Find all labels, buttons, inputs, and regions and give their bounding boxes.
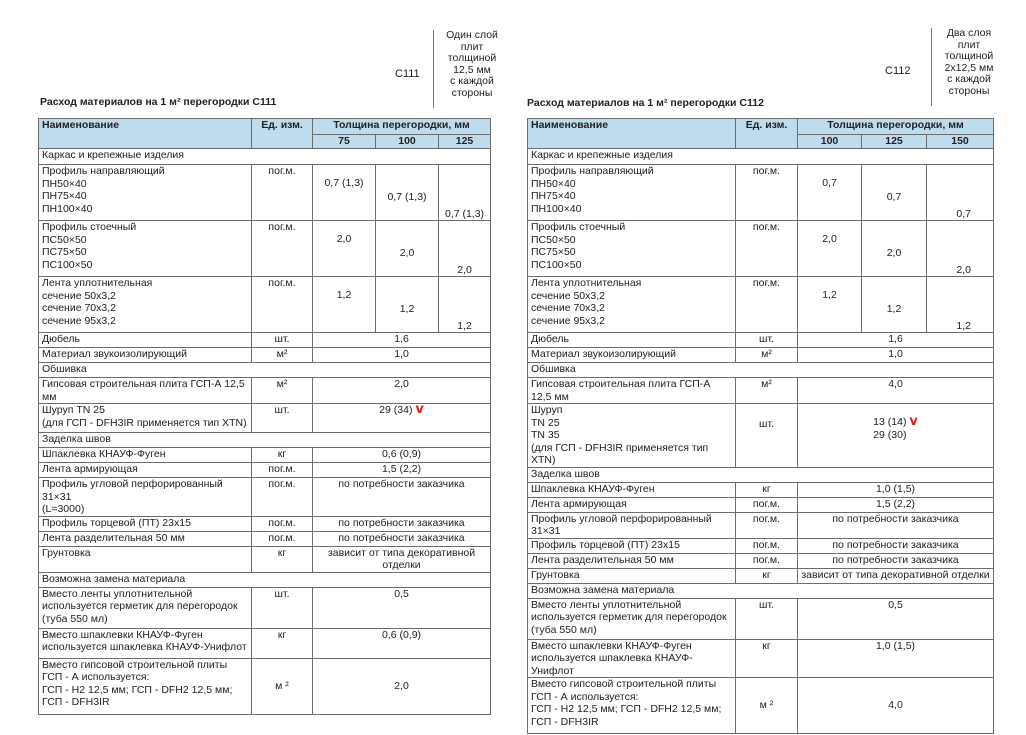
row-value: 2,0 [798, 221, 862, 277]
row-name: Лента уплотнительная сечение 50х3,2 сечение 70х3,2 сечение 95х3,2 [528, 277, 736, 333]
row-value: 4,0 [798, 678, 994, 734]
row-value: по потребности заказчика [798, 512, 994, 538]
row-value: 0,7 (1,3) [439, 165, 491, 221]
row-name: Материал звукоизолирующий [528, 348, 736, 363]
row-unit: кг [252, 546, 313, 572]
row-unit: пог.м. [736, 553, 798, 568]
row-value: 1,2 [376, 277, 439, 333]
row-value: 2,0 [927, 221, 994, 277]
row-unit: пог.м. [736, 165, 798, 221]
thickness-100: 100 [798, 135, 862, 149]
row-value: 0,7 (1,3) [376, 165, 439, 221]
row-value: 0,7 (1,3) [313, 165, 376, 221]
section-substitution: Возможна замена материала [528, 583, 994, 598]
col-unit-header: Ед. изм. [736, 119, 798, 149]
row-value: зависит от типа декоративной отделки [313, 546, 491, 572]
thickness-125: 125 [439, 135, 491, 149]
col-name-header: Наименование [528, 119, 736, 149]
row-value: 1,0 (1,5) [798, 639, 994, 678]
row-unit: пог.м. [252, 221, 313, 277]
table-title: Расход материалов на 1 м² перегородки С111 [40, 96, 277, 108]
row-unit: м² [736, 348, 798, 363]
row-unit: кг [736, 482, 798, 497]
col-thickness-header: Толщина перегородки, мм [798, 119, 994, 135]
row-value: 0,7 [927, 165, 994, 221]
row-unit: пог.м. [252, 516, 313, 531]
row-value: 1,2 [862, 277, 927, 333]
row-value: 2,0 [313, 378, 491, 404]
row-unit: м² [736, 378, 798, 404]
row-name: Профиль угловой перфорированный 31×31 (L=3000) [39, 478, 252, 517]
row-name: Профиль направляющий ПН50×40 ПН75×40 ПН100×40 [528, 165, 736, 221]
row-value: 1,2 [439, 277, 491, 333]
partition-code: С112 [885, 65, 911, 77]
row-unit: м ² [252, 658, 313, 714]
row-name: Грунтовка [39, 546, 252, 572]
section-frame: Каркас и крепежные изделия [39, 149, 491, 165]
row-unit: пог.м. [736, 277, 798, 333]
section-joints: Заделка швов [39, 433, 491, 448]
table-title: Расход материалов на 1 м² перегородки С112 [527, 97, 764, 109]
row-name: Профиль торцевой (ПТ) 23х15 [39, 516, 252, 531]
row-unit: пог.м. [252, 463, 313, 478]
row-unit: пог.м. [252, 277, 313, 333]
row-name: Грунтовка [528, 568, 736, 583]
row-value: 1,6 [798, 333, 994, 348]
thickness-150: 150 [927, 135, 994, 149]
row-value: по потребности заказчика [798, 553, 994, 568]
screw-value: 13 (14) 29 (30) [873, 416, 907, 441]
row-value: 1,5 (2,2) [313, 463, 491, 478]
row-unit: шт. [736, 404, 798, 468]
row-unit: шт. [252, 404, 313, 433]
row-unit: пог.м. [736, 497, 798, 512]
row-value: 2,0 [862, 221, 927, 277]
row-value: 1,0 [798, 348, 994, 363]
row-name: Дюбель [528, 333, 736, 348]
row-value: 2,0 [313, 658, 491, 714]
row-value: 0,6 (0,9) [313, 448, 491, 463]
materials-table [527, 118, 994, 734]
row-name: Лента разделительная 50 мм [528, 553, 736, 568]
row-value: 0,7 [862, 165, 927, 221]
row-value: 0,5 [798, 598, 994, 639]
row-value: зависит от типа декоративной отделки [798, 568, 994, 583]
section-substitution: Возможна замена материала [39, 572, 491, 587]
row-value: по потребности заказчика [313, 516, 491, 531]
materials-table [38, 118, 491, 715]
row-name: Лента армирующая [528, 497, 736, 512]
row-name: Профиль угловой перфорированный 31×31 [528, 512, 736, 538]
thickness-125: 125 [862, 135, 927, 149]
section-sheathing: Обшивка [528, 363, 994, 378]
row-name: Вместо ленты уплотнительной используется герметик для перегородок (туба 550 мл) [39, 587, 252, 628]
row-name: Шпаклевка КНАУФ-Фуген [39, 448, 252, 463]
row-unit: пог.м. [736, 512, 798, 538]
row-value: 0,7 [798, 165, 862, 221]
row-value: 0,5 [313, 587, 491, 628]
row-value: 4,0 [798, 378, 994, 404]
row-name: Материал звукоизолирующий [39, 348, 252, 363]
check-mark: v [909, 414, 918, 429]
row-unit: пог.м. [736, 221, 798, 277]
row-value: по потребности заказчика [313, 531, 491, 546]
row-value: 1,2 [927, 277, 994, 333]
row-unit: м² [252, 378, 313, 404]
row-name: Вместо гипсовой строительной плиты ГСП - А используется: ГСП - Н2 12,5 мм; ГСП - DFH2 12,5 мм; ГСП - DFH3IR [528, 678, 736, 734]
row-unit: пог.м. [736, 538, 798, 553]
row-unit: кг [252, 448, 313, 463]
row-name: Шпаклевка КНАУФ-Фуген [528, 482, 736, 497]
row-value [313, 404, 491, 433]
row-name: Лента разделительная 50 мм [39, 531, 252, 546]
thickness-100: 100 [376, 135, 439, 149]
row-name: Вместо ленты уплотнительной используется герметик для перегородок (туба 550 мл) [528, 598, 736, 639]
row-name: Гипсовая строительная плита ГСП-А 12,5 мм [528, 378, 736, 404]
row-value: по потребности заказчика [313, 478, 491, 517]
row-name: Профиль стоечный ПС50×50 ПС75×50 ПС100×50 [39, 221, 252, 277]
row-value: 1,5 (2,2) [798, 497, 994, 512]
row-unit: пог.м. [252, 531, 313, 546]
row-value: 2,0 [376, 221, 439, 277]
col-name-header: Наименование [39, 119, 252, 149]
thickness-75: 75 [313, 135, 376, 149]
row-unit: шт. [736, 333, 798, 348]
row-name: Шуруп TN 25 TN 35 (для ГСП - DFH3IR применяется тип XTN) [528, 404, 736, 468]
section-joints: Заделка швов [528, 467, 994, 482]
row-name: Шуруп TN 25 (для ГСП - DFH3IR применяется тип XTN) [39, 404, 252, 433]
partition-description: Один слой плит толщиной 12,5 мм с каждой стороны [433, 30, 506, 108]
row-value [798, 404, 994, 468]
row-name: Дюбель [39, 333, 252, 348]
row-unit: шт. [252, 587, 313, 628]
row-name: Профиль стоечный ПС50×50 ПС75×50 ПС100×50 [528, 221, 736, 277]
row-value: 1,6 [313, 333, 491, 348]
row-name: Вместо гипсовой строительной плиты ГСП - А используется: ГСП - Н2 12,5 мм; ГСП - DFH2 12,5 мм; ГСП - DFH3IR [39, 658, 252, 714]
check-mark: v [415, 402, 424, 417]
row-unit: кг [736, 568, 798, 583]
row-value: по потребности заказчика [798, 538, 994, 553]
row-name: Гипсовая строительная плита ГСП-А 12,5 мм [39, 378, 252, 404]
partition-description: Два слоя плит толщиной 2х12,5 мм с каждой стороны [931, 28, 1002, 106]
screw-value: 29 (34) [379, 404, 413, 416]
col-thickness-header: Толщина перегородки, мм [313, 119, 491, 135]
row-unit: шт. [252, 333, 313, 348]
row-unit: кг [736, 639, 798, 678]
row-value: 0,6 (0,9) [313, 628, 491, 658]
row-value: 1,0 [313, 348, 491, 363]
row-name: Профиль направляющий ПН50×40 ПН75×40 ПН100×40 [39, 165, 252, 221]
partition-code: С111 [395, 68, 420, 80]
section-sheathing: Обшивка [39, 363, 491, 378]
row-unit: пог.м. [252, 165, 313, 221]
section-frame: Каркас и крепежные изделия [528, 149, 994, 165]
row-value: 1,2 [798, 277, 862, 333]
row-unit: шт. [736, 598, 798, 639]
row-unit: пог.м. [252, 478, 313, 517]
row-value: 1,0 (1,5) [798, 482, 994, 497]
row-unit: кг [252, 628, 313, 658]
row-value: 1,2 [313, 277, 376, 333]
row-name: Лента армирующая [39, 463, 252, 478]
row-name: Лента уплотнительная сечение 50х3,2 сечение 70х3,2 сечение 95х3,2 [39, 277, 252, 333]
row-name: Вместо шпаклевки КНАУФ-Фуген используется шпаклевка КНАУФ-Унифлот [39, 628, 252, 658]
row-unit: м² [252, 348, 313, 363]
row-unit: м ² [736, 678, 798, 734]
row-value: 2,0 [439, 221, 491, 277]
row-value: 2,0 [313, 221, 376, 277]
col-unit-header: Ед. изм. [252, 119, 313, 149]
row-name: Вместо шпаклевки КНАУФ-Фуген используется шпаклевка КНАУФ-Унифлот [528, 639, 736, 678]
row-name: Профиль торцевой (ПТ) 23х15 [528, 538, 736, 553]
